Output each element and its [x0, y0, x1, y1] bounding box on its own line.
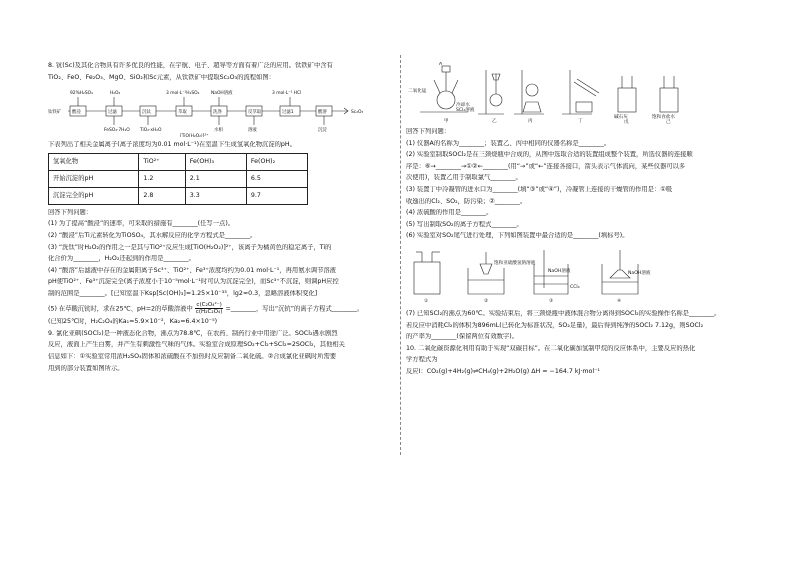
table-header-cell: Fe(OH)₂ — [246, 153, 307, 170]
q9-line: 9. 氯化亚砜(SOCl₂)是一种液态化合物，沸点为78.8℃，在农药、制药行业中用途广泛。SOCl₂遇水剧烈 — [48, 329, 338, 337]
apparatus-note: 碱石灰 — [614, 115, 628, 120]
fraction-numerator: c(C₂O₄²⁻) — [196, 301, 222, 308]
right-line: 学方程式为 — [406, 356, 438, 364]
flow-box-7: 反萃取 — [248, 110, 262, 116]
table-row — [49, 170, 308, 187]
q9-line: 信息如下：①实验室常用浓H₂SO₄固体和浓硫酸在不加热时反应制备二氧化硫。②合成氯化亚砜时所需要 — [48, 352, 337, 360]
right-line: 次使用)，装置乙用于制取氯气________。 — [406, 174, 522, 182]
table-header-cell: TiO²⁺ — [139, 153, 185, 170]
tail-reagent-label: NaOH溶液 — [548, 268, 571, 274]
q8-line: pH使TiO²⁺、Fe³⁺沉淀完全(离子浓度小于10⁻⁵mol·L⁻¹时可认为沉淀完全)，而Sc³⁺不沉淀，则调pH应控 — [48, 278, 339, 286]
right-line: 回答下列问题： — [406, 128, 451, 135]
tail-reagent-label: NaOH溶液 — [628, 270, 651, 276]
right-line: 收逸出的Cl₂、SO₂，防污染；②________。 — [406, 197, 527, 205]
table-cell: 2.8 — [139, 187, 185, 204]
process-flow-diagram — [48, 85, 393, 137]
table-cell: 9.7 — [246, 187, 307, 204]
concentration-fraction — [195, 302, 224, 315]
q8-sub5-pre: (5) 在草酸沉钪时，求在25℃、pH=2的草酸溶液中 — [48, 305, 193, 313]
tail-gas-apparatus-figure — [406, 244, 756, 306]
flow-below-5: 溶液 — [248, 128, 257, 134]
right-line: (3) 装置丁中冷凝管的进水口为________(填“③”或“④”)，冷凝管上连接的干燥管的作用是：①吸 — [406, 185, 673, 193]
q8-line: 回答下列问题： — [48, 208, 93, 216]
table-cell: 2.1 — [185, 170, 246, 187]
synthesis-apparatus-figure — [406, 62, 756, 124]
table-header-cell: 氢氧化物 — [49, 153, 139, 170]
right-line: (6) 实验室对SO₂尾气进行处理，下列如图装置中最合适的是________(填标号)。 — [406, 232, 629, 240]
flow-below-2: TiO₂·xH₂O — [140, 128, 162, 134]
right-line: 若反应中消耗Cl₂的体积为896mL(已转化为标准状况，SO₂足量)，最后得到纯净的SOCl₂ 7.12g，则SOCl₂ — [406, 321, 704, 329]
flow-reagent-1: 92%H₂SO₄ — [70, 91, 93, 97]
flow-below-6: 沉淀 — [318, 128, 327, 134]
apparatus-note: SCl₂溶液 — [456, 108, 475, 113]
apparatus-note: 饱和食盐水 — [652, 115, 675, 120]
table-header-row — [49, 153, 308, 170]
table-note: 下表列出了相关金属离子(离子浓度均为0.01 mol·L⁻¹)在室温下生成氢氧化物沉淀的pH。 — [48, 141, 296, 149]
right-column — [406, 62, 756, 380]
right-line: (7) 已知SCl₂的沸点为60℃。实验结束后，将三颈烧瓶中液体混合物分离得到SOCl₂的实验操作名称是________。 — [406, 309, 721, 317]
right-line: (5) 写出制取SO₂的离子方程式________。 — [406, 220, 523, 228]
column-divider — [400, 55, 401, 455]
fraction-denominator: c(H₂C₂O₄) — [195, 308, 223, 315]
table-cell: 6.5 — [246, 170, 307, 187]
table-cell: 开始沉淀的pH — [49, 170, 139, 187]
flow-box-4: 沉钛 — [142, 110, 151, 116]
right-line: 10. 二氧化碳资源化利用有助于实现“双碳目标”。在二氧化碳加氢制甲烷的反应体系中，主要反应的热化 — [406, 344, 696, 352]
flow-below-4: [TiO(H₂O₂)]²⁺ — [180, 134, 209, 138]
q8-line: (2) “酸浸”后Ti元素转化为TiOSO₄，其水解反应的化学方程式是________。 — [48, 231, 257, 239]
q8-line: 制的范围是________。[已知室温下Ksp[Sc(OH)₃]=1.25×10⁻³³，lg2≈0.3，忽略溶液体积变化] — [48, 289, 318, 297]
right-line: (2) 实验室制取SOCl₂是在三颈烧瓶中合成的，从图中选取合适的装置组成整个装置，所选仪器的连接顺 — [406, 151, 693, 159]
q8-line: (1) 为了提高“酸浸”的速率，可采取的措施有________(任写一点)。 — [48, 220, 235, 228]
q9-line: 用到的部分装置如图所示。 — [48, 364, 124, 372]
table-cell: 沉淀完全的pH — [49, 187, 139, 204]
right-line: (1) 仪器A的名称为________；装置乙、丙中相同的仪器名称是________。 — [406, 139, 611, 147]
apparatus-label-wu: 戊 — [624, 120, 629, 124]
apparatus-note: 冷却水 — [456, 103, 470, 108]
table-cell: 3.3 — [185, 187, 246, 204]
hydroxide-ph-table — [48, 153, 308, 205]
apparatus-label-ding: 丁 — [578, 119, 583, 124]
flow-box-5: 萃取 — [178, 110, 187, 116]
flow-box-2: 酸浸 — [72, 110, 81, 116]
tail-option-label: ③ — [549, 298, 554, 304]
right-line: 的产率为________(保留两位有效数字)。 — [406, 333, 518, 341]
tail-option-label: ② — [484, 298, 489, 304]
q8-line: (4) “酸溶”后滤液中存在的金属阳离子Sc³⁺、TiO²⁺、Fe³⁺浓度均约为0.01 mol·L⁻¹，再用氨水调节溶液 — [48, 266, 336, 274]
apparatus-note: 二氧化锰 — [408, 89, 427, 94]
flow-reagent-3: 3 mol·L⁻¹H₂SO₄ — [166, 91, 200, 97]
tail-reagent-label: 饱和亚硫酸氢钠溶液 — [494, 260, 536, 266]
flow-box-8: 过滤1 — [282, 110, 294, 116]
apparatus-label-bing: 丙 — [528, 119, 533, 124]
table-row — [49, 187, 308, 204]
q8-line: 化合价为________，H₂O₂还起到的作用是________。 — [48, 255, 195, 263]
tail-option-label: ① — [424, 298, 429, 304]
q8-intro-line-2: TiO₂、FeO、Fe₂O₃、MgO、SiO₂和Sc元素，从钛铁矿中提取Sc₂O₃的流程如图： — [48, 73, 275, 81]
right-line: (4) 浓硫酸的作用是________。 — [406, 209, 493, 217]
flow-box-6: 洗涤 — [213, 110, 222, 116]
q9-line: 反应，液面上产生白雾，并产生有刺激性气味的气体。实验室合成原理SO₂+Cl₂+SCl₂=2SOCl₂，其他相关 — [48, 341, 345, 349]
q8-sub5-line — [48, 302, 393, 315]
tail-reagent-label: CCl₄ — [570, 284, 580, 290]
table-cell: 1.2 — [139, 170, 185, 187]
instrument-a-label: A — [439, 62, 443, 67]
q8-line: (3) “洗钛”时H₂O₂的作用之一是其与TiO²⁺反应生成[TiO(H₂O₂)]²⁺，该离子为橘黄色的稳定离子，Ti的 — [48, 243, 332, 251]
q8-ka-line: (已知25℃时，H₂C₂O₄的Ka₁=5.9×10⁻²，Ka₂=6.4×10⁻⁵) — [48, 318, 218, 326]
right-line: 序是：⑥→________→①②←________(用“→”或“←”连接各接口，箭头表示气体流向，某些仪器可以多 — [406, 162, 686, 170]
flow-product: Sc₂O₃ — [351, 110, 364, 116]
flow-below-3: 水相 — [214, 128, 223, 134]
flow-reagent-2: H₂O₂ — [110, 91, 121, 97]
flow-reagent-5: 3 mol·L⁻¹ HCl — [272, 91, 302, 97]
tail-option-label: ④ — [617, 298, 622, 304]
apparatus-label-jia: 甲 — [444, 119, 449, 124]
flow-box-3: 过滤 — [108, 110, 117, 116]
flow-reagent-4: NaOH溶液 — [211, 91, 233, 97]
left-column — [48, 62, 393, 376]
flow-box-9: 酸溶 — [318, 110, 327, 116]
q8-intro-line-1: 8. 钪(Sc)及其化合物具有许多优良的性能，在宇航、电子、超导等方面有着广泛的应用。钛铁矿中含有 — [48, 62, 333, 69]
flow-box-start: 钛铁矿 — [48, 110, 62, 116]
flow-below-1: FeSO₄·7H₂O — [104, 128, 130, 134]
apparatus-label-ji: 己 — [666, 120, 671, 124]
table-header-cell: Fe(OH)₃ — [185, 153, 246, 170]
reaction-equation: 反应Ⅰ：CO₂(g)+4H₂(g)⇌CH₄(g)+2H₂O(g) ΔH = −164.7 kJ·mol⁻¹ — [406, 367, 600, 375]
q8-sub5-post: =________，写出“沉钪”的离子方程式________。 — [225, 305, 364, 313]
apparatus-label-yi: 乙 — [492, 119, 497, 124]
